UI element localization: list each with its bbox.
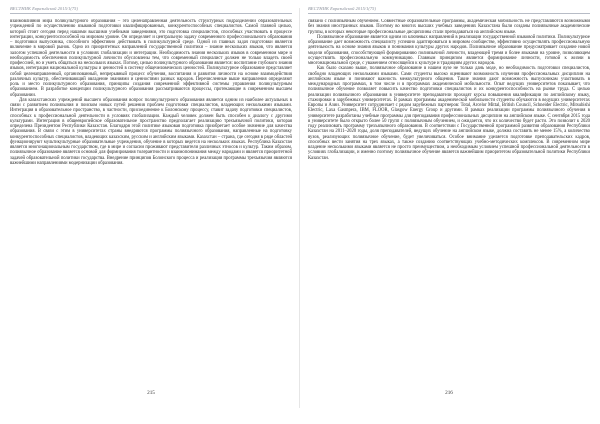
- paragraph: Полиязычное образование является одним из ключевых направлений в реализации государственной языковой политики. Поликультурное образование дает возможность специалисту успешно адаптироваться в мировом сообществе, эффективно осуществлять профессиональную деятельность на основе знания языков и понимания культуры других народов. Полиязычное образование предусматривает создание новой модели образования, способствующей формированию полиязычной личности, владеющей тремя и более языками на уровне, позволяющем осуществлять профессиональную коммуникацию. Главным принципом является формирование личности, готовой к жизни в многонациональной среде, с уважением относящейся к культуре и традициям других народов.: [308, 34, 590, 66]
- page-number: 215: [147, 390, 155, 396]
- running-header: ВЕСТНИК Евразийской 2015/1(75): [308, 6, 590, 14]
- paragraph: Как было сказано выше, полиязычное образование в нашем вузе не только дань моде, но необходимость подготовки специалистов, свободно владеющих несколькими языками. Сами студенты высоко оценивают возможность изучения профессиональных дисциплин на английском языке и понимают важность межкультурного общения. Такие знания дают возможность выпускникам участвовать в международных программах, в том числе и в программах академической мобильности. Опыт ведущих университетов показывает, что полиязычное обучение позволяет повысить качество подготовки специалистов и их конкурентоспособность на рынке труда. С целью реализации полиязычного образования в университете преподаватели проходят курсы повышения квалификации по английскому языку, стажировки в зарубежных университетах. В рамках программы академической мобильности студенты обучаются в ведущих университетах Европы и Азии. Университет сотрудничает с рядом зарубежных партнеров: Total, Arcelor Mittal, British Council, Schneider Electric, Mitsubishi Electric, Laxa Gasmpera, IBM, FLOOR, Glasgow Energy Group и другими. В рамках реализации программы полиязычного обучения в университете разработаны учебные программы для преподавания профессиональных дисциплин на английском языке. С сентября 2015 года в университете было открыто более 50 групп с полиязычным обучением, и ожидается, что их количество будет расти. Это позволит к 2020 году реализовать программу трехъязычного образования. В соответствии с Государственной программой развития образования Республики Казахстан на 2011–2020 годы, доля преподавателей, ведущих обучение на английском языке, должна составить не менее 15%, а количество вузов, реализующих полиязычное обучение, будет увеличиваться. Особое внимание уделяется подготовке преподавательских кадров, способных вести занятия на трех языках, а также созданию соответствующих учебно-методических комплексов. В современном мире владение несколькими языками является не просто преимуществом, а необходимым условием успешной профессиональной деятельности в условиях глобализации, и именно поэтому полиязычное обучение является важнейшим приоритетом образовательной политики Республики Казахстан.: [308, 66, 590, 161]
- left-page-body: [10, 19, 292, 379]
- paragraph: Для казахстанских учреждений высшего образования вопрос поликультурного образования является одним из наиболее актуальных в связи с развитием полиязычия и поиском новых путей решения проблем подготовки специалистов, владеющих несколькими языками. Интеграция в образовательное пространство, в частности, присоединение к Болонскому процессу, ставит задачу подготовки специалистов, способных к профессиональной деятельности в условиях глобализации. Каждый человек должен быть способен к диалогу с другими культурами. Интеграция в общеевропейское образовательное пространство предполагает реализацию трехъязычной политики, которая определена Президентом Республики Казахстан. Благодаря этой политике языковая подготовка приобретает особое значение для качества образования. В связи с этим в университетах страны внедряются программы полиязычного образования, направленные на подготовку конкурентоспособных специалистов, владеющих казахским, русским и английским языками. Казахстан – страна, где сегодня в ряде областей функционируют мультикультурные образовательные учреждения, обучение в которых ведется на нескольких языках. Республика Казахстан является многонациональным государством, где в мире и согласии проживают представители различных этносов и культур. Таким образом, полиязычное образование является основой для формирования толерантности и взаимопонимания между народами и является приоритетной задачей образовательной политики государства. Внедрение принципов Болонского процесса и реализация программы трехъязычия являются важнейшими направлениями модернизации образования.: [10, 97, 292, 166]
- page-gutter: [299, 8, 300, 408]
- left-page: [8, 6, 294, 410]
- right-page-body: [308, 19, 590, 379]
- right-page: [306, 6, 592, 410]
- paragraph: взаимовлияния мира поликультурного образования – это целенаправленная деятельность структурных подразделений образовательных учреждений по осуществлению языковой подготовки квалифицированных, конкурентоспособных специалистов. Самой главной целью, которой стоит сегодня перед нашими высшими учебными заведениями, это подготовка специалистов, способных участвовать в процессе интеграции, конкурентоспособной на мировом уровне. Он определяет и центральную задачу современного профессионального образования – подготовки выпускника, способного эффективно действовать в поликультурной среде. Одной из главных задач подготовки является включение в мировой рынок. Одно из приоритетных направлений государственной политики – знание нескольких языков, что является залогом успешной деятельности в условиях глобализации и интеграции. Необходимость знания нескольких языков в современном мире и необходимость обеспечения поликультурной личности обусловлены тем, что современный специалист должен не только владеть своей профессией, но и уметь общаться на нескольких языках. Потому, целью поликультурного образования является: воспитание глубокого знания языков, интеграция национальной культуры и ценностей в систему общечеловеческих ценностей. Поликультурное образование представляет собой целенаправленный, организованный, непрерывный процесс обучения, воспитания и развития личности на основе взаимодействия различных культур, обеспечивающий овладение знаниями и ценностями разных народов. Перечисленные выше направления определяют роль и место поликультурного образования, принципы создания современной эффективной системы управления поликультурным образованием. В разработке концепции поликультурного образования рассматриваются процессы, протекающие в современном высшем образовании.: [10, 19, 292, 98]
- page-number: 216: [445, 390, 453, 396]
- running-header: ВЕСТНИК Евразийской 2015/1(75): [10, 6, 292, 14]
- paragraph: связано с полиязычным обучением. Совместные образовательные программы, академическая мобильность не представляются возможными без знания иностранных языков. Поэтому во многих высших учебных заведениях Казахстана были созданы полиязычные академические группы, в которых некоторые профессиональные дисциплины стали преподаваться на английском языке.: [308, 19, 590, 35]
